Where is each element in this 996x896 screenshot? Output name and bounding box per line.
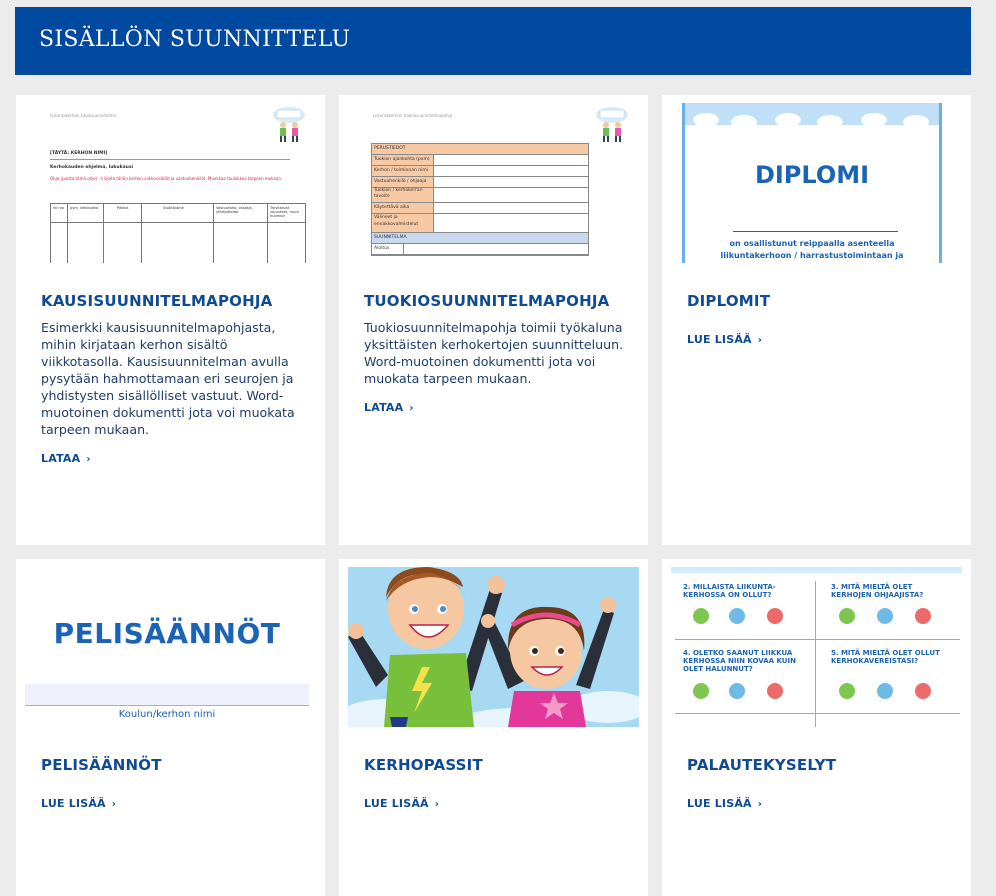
link-label: LUE LISÄÄ (687, 797, 752, 810)
happy-face-icon (693, 683, 709, 699)
neutral-face-icon (729, 608, 745, 624)
card-kerhopassit (339, 559, 648, 896)
chevron-right-icon: › (434, 799, 440, 810)
sad-face-icon (915, 683, 931, 699)
card-kausisuunnitelmapohja (16, 95, 325, 545)
thumb-subtitle: Kerhokauden ohjelma, lukukausi (50, 165, 134, 170)
chevron-right-icon: › (757, 335, 763, 346)
card-title[interactable]: KAUSISUUNNITELMAPOHJA (41, 292, 273, 310)
chevron-right-icon: › (111, 799, 117, 810)
cloud-band (685, 103, 939, 125)
form-row-label: Tuokion / kerhokerran tavoite (372, 188, 434, 202)
read-more-link[interactable] (364, 797, 439, 810)
download-link[interactable] (364, 401, 414, 414)
card-title[interactable]: DIPLOMIT (687, 292, 771, 310)
card-title[interactable]: KERHOPASSIT (364, 756, 483, 774)
feedback-question: 3. MITÄ MIELTÄ OLET KERHOJEN OHJAAJISTA? (831, 583, 924, 599)
thumb-col-header: Vastuutaho, ohjaaja, yhteystiedot (216, 206, 253, 214)
feedback-thumbnail[interactable] (671, 567, 962, 727)
form-row-label: Välineet ja ennakkovalmistelut (372, 214, 434, 232)
form-row-label: Käytettävä aika (372, 203, 434, 213)
form-row-label: SUUNNITELMA (372, 233, 588, 243)
card-description: Tuokiosuunnitelmapohja toimii työkaluna yksittäisten kerhokertojen suunnitteluun. Word-muotoinen dokumentti jota voi muokata tarpeen mukaan. (364, 320, 624, 386)
card-pelisaannot (16, 559, 325, 896)
form-row-label: Vastuuhenkilö / ohjaaja (372, 177, 434, 187)
feedback-question: 4. OLETKO SAANUT LIIKKUA KERHOSSA NIIN KOVAA KUIN OLET HALUNNUT? (683, 649, 796, 673)
link-label: LUE LISÄÄ (41, 797, 106, 810)
document-thumbnail[interactable] (26, 103, 315, 263)
thumb-col-header: Tarvittavat varusteet, muut huomiot (270, 206, 299, 218)
diploma-subtitle-line: on osallistunut reippaalla asenteella (729, 239, 895, 248)
rules-thumbnail[interactable] (25, 567, 309, 727)
page-header (15, 7, 971, 75)
card-title[interactable]: PALAUTEKYSELYT (687, 756, 837, 774)
thumb-instructions: Ohje (poista tämä ohje) - kirjoita tähän kerhon viikkosisällöt ja vastuuhenkilöt. Muokkaa taulukkoa tarpeen mukaan. (50, 176, 283, 181)
read-more-link[interactable] (687, 333, 762, 346)
link-label: LATAA (364, 401, 404, 414)
happy-face-icon (693, 608, 709, 624)
thumb-col-header: Paikka (117, 206, 129, 210)
download-link[interactable] (41, 452, 91, 465)
happy-face-icon (839, 608, 855, 624)
thumb-small-text: Liikuntakerhon kausisuunnitelma (50, 113, 116, 118)
neutral-face-icon (729, 683, 745, 699)
form-row-label: Kerhon / toiminnan nimi (372, 166, 434, 176)
sad-face-icon (767, 683, 783, 699)
diploma-page (682, 103, 942, 263)
thumb-name-field: [TÄYTÄ: KERHON NIMI] (50, 151, 108, 156)
link-label: LUE LISÄÄ (687, 333, 752, 346)
read-more-link[interactable] (687, 797, 762, 810)
chevron-right-icon: › (86, 454, 91, 465)
thumb-col-header: vk nro (53, 206, 65, 210)
chevron-right-icon: › (757, 799, 763, 810)
form-row-label: Aloitus (372, 244, 404, 254)
diploma-subtitle-line: liikuntakerhoon / harrastustoimintaan ja (720, 251, 904, 260)
read-more-link[interactable] (41, 797, 116, 810)
thumb-small-text: Liikuntakerhon tuokiosuunnitelmapohja (373, 113, 453, 118)
rules-title: PELISÄÄNNÖT (53, 617, 281, 650)
card-diplomit (662, 95, 971, 545)
card-tuokiosuunnitelmapohja (339, 95, 648, 545)
thumb-col-header: pvm, kellonaika (70, 206, 99, 210)
thumb-col-header: Sisältö/aihe (163, 206, 184, 210)
club-logo-icon (271, 105, 307, 147)
diploma-title: DIPLOMI (754, 161, 870, 189)
kids-illustration[interactable] (348, 567, 639, 727)
card-title[interactable]: TUOKIOSUUNNITELMAPOHJA (364, 292, 610, 310)
document-thumbnail[interactable] (349, 103, 638, 263)
club-logo-icon (594, 105, 630, 147)
form-row-label: PERUSTIEDOT (372, 144, 588, 154)
thumb-form-table (371, 143, 589, 256)
chevron-right-icon: › (409, 403, 414, 414)
neutral-face-icon (877, 608, 893, 624)
kids-cheering-illustration (348, 567, 639, 727)
form-row-label: Tuokion ajankohta (pvm) (372, 155, 434, 165)
thumb-table (50, 203, 306, 263)
neutral-face-icon (877, 683, 893, 699)
sad-face-icon (767, 608, 783, 624)
page-title: SISÄLLÖN SUUNNITTELU (39, 27, 351, 52)
diploma-thumbnail[interactable] (682, 103, 942, 263)
card-description: Esimerkki kausisuunnitelmapohjasta, mihin kirjataan kerhon sisältö viikkotasolla. Kausisuunnitelman avulla pysytään hahmottamaan eri seurojen ja yhdistysten sisällölliset vastuut. Word-muotoinen dokumentti jota voi muokata tarpeen mukaan. (41, 320, 295, 437)
link-label: LATAA (41, 452, 81, 465)
happy-face-icon (839, 683, 855, 699)
feedback-question: 2. MILLAISTA LIIKUNTA-KERHOSSA ON OLLUT? (683, 583, 776, 599)
rules-name-bar (25, 684, 309, 706)
card-title[interactable]: PELISÄÄNNÖT (41, 756, 162, 774)
feedback-question: 5. MITÄ MIELTÄ OLET OLLUT KERHOKAVEREISTASI? (831, 649, 940, 665)
diploma-subtitle (685, 238, 939, 262)
link-label: LUE LISÄÄ (364, 797, 429, 810)
card-palautekyselyt (662, 559, 971, 896)
rules-subtitle: Koulun/kerhon nimi (118, 709, 216, 720)
sad-face-icon (915, 608, 931, 624)
